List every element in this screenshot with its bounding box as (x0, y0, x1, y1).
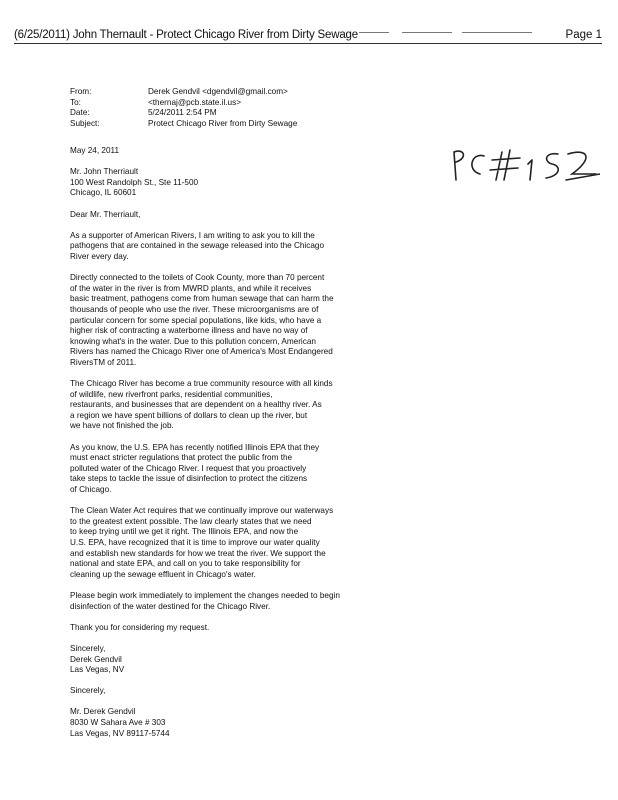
letter-paragraph (70, 707, 370, 739)
paragraph-line: Las Vegas, NV 89117-5744 (70, 728, 170, 738)
paragraph-line: As you know, the U.S. EPA has recently notified Illinois EPA that they (70, 442, 320, 452)
letter-paragraph (70, 591, 370, 612)
paragraph-line: of the water in the river is from MWRD plants, and while it receives (70, 283, 312, 293)
paragraph-line: Thank you for considering my request. (70, 622, 210, 632)
paragraph-line: Derek Gendvil (70, 654, 122, 664)
letter-paragraph (70, 379, 370, 432)
meta-value: <thernaj@pcb.state.il.us> (148, 97, 241, 107)
paragraph-line: disinfection of the water destined for the Chicago River. (70, 601, 271, 611)
header-dash-fragment (462, 32, 532, 33)
paragraph-line: pathogens that are contained in the sewage released into the Chicago (70, 241, 324, 251)
paragraph-line: national and state EPA, and call on you to take responsibility for (70, 559, 301, 569)
paragraph-line: Las Vegas, NV (70, 665, 125, 675)
paragraph-line: knowing what's in the water. Due to this pollution concern, American (70, 336, 316, 346)
paragraph-line: basic treatment, pathogens come from human sewage that can harm the (70, 294, 334, 304)
paragraph-line: Mr. Derek Gendvil (70, 707, 136, 717)
paragraph-line: and establish new standards for how we treat the river. We support the (70, 548, 326, 558)
paragraph-line: must enact stricter regulations that protect the public from the (70, 453, 293, 463)
paragraph-line: Rivers has named the Chicago River one of America's Most Endangered (70, 347, 333, 357)
email-metadata (70, 87, 297, 129)
paragraph-line: 8030 W Sahara Ave # 303 (70, 718, 166, 728)
header-page-number: Page 1 (565, 29, 602, 41)
paragraph-line: River every day. (70, 251, 129, 261)
paragraph-line: Sincerely, (70, 643, 106, 653)
letter-paragraph (70, 506, 370, 580)
letter-paragraph (70, 686, 370, 697)
meta-label: From: (70, 87, 92, 96)
letter-body (70, 146, 370, 750)
header-title: (6/25/2011) John Thernault - Protect Chicago River from Dirty Sewage (14, 29, 358, 41)
paragraph-line: take steps to tackle the issue of disinfection to protect the citizens (70, 474, 308, 484)
header-dash-fragment (402, 32, 452, 33)
letter-paragraph (70, 273, 370, 368)
meta-label: To: (70, 97, 81, 107)
meta-label: Date: (70, 108, 90, 118)
meta-row (70, 98, 297, 109)
letter-date: May 24, 2011 (70, 146, 120, 155)
paragraph-line: RiversTM of 2011. (70, 357, 137, 367)
header-rule (14, 43, 602, 44)
paragraph-line: restaurants, and businesses that are dependent on a healthy river. As (70, 400, 322, 410)
paragraph-line: particular concern for some special populations, like kids, who have a (70, 315, 322, 325)
meta-value: Protect Chicago River from Dirty Sewage (148, 118, 298, 128)
meta-label: Subject: (70, 118, 100, 128)
recipient-address (70, 167, 370, 199)
paragraph-line: of wildlife, new riverfront parks, residential communities, (70, 389, 273, 399)
paragraph-line: thousands of people who use the river. These microorganisms are of (70, 304, 319, 314)
paragraph-line: we have not finished the job. (70, 421, 174, 431)
paragraph-line: Please begin work immediately to implement the changes needed to begin (70, 590, 340, 600)
paragraph-line: a region we have spent billions of dollars to clean up the river, but (70, 410, 308, 420)
recipient-line: Mr. John Therriault (70, 167, 139, 177)
meta-row (70, 108, 297, 119)
paragraph-line: U.S. EPA, have recognized that it is time to improve our water quality (70, 537, 320, 547)
letter-paragraph (70, 644, 370, 676)
paragraph-line: Sincerely, (70, 686, 106, 696)
page-header (14, 29, 602, 43)
paragraph-line: The Chicago River has become a true community resource with all kinds (70, 379, 333, 389)
paragraph-line: The Clean Water Act requires that we continually improve our waterways (70, 506, 334, 516)
paragraph-line: to keep trying until we get it right. The Illinois EPA, and now the (70, 527, 299, 537)
meta-value: Derek Gendvil <dgendvil@gmail.com> (148, 87, 288, 96)
recipient-line: Chicago, IL 60601 (70, 188, 137, 198)
letter-paragraph (70, 623, 370, 634)
paragraph-line: Directly connected to the toilets of Cook County, more than 70 percent (70, 273, 325, 283)
meta-row (70, 119, 297, 130)
letter-paragraph (70, 231, 370, 263)
header-dash-fragment (359, 32, 389, 33)
paragraph-line: As a supporter of American Rivers, I am writing to ask you to kill the (70, 230, 315, 240)
salutation: Dear Mr. Therriault, (70, 209, 141, 219)
meta-row (70, 87, 297, 98)
paragraph-line: polluted water of the Chicago River. I request that you proactively (70, 463, 307, 473)
letter-paragraph (70, 443, 370, 496)
meta-value: 5/24/2011 2:54 PM (148, 108, 217, 118)
paragraph-line: to the greatest extent possible. The law clearly states that we need (70, 516, 312, 526)
paragraph-line: cleaning up the sewage effluent in Chicago's water. (70, 569, 256, 579)
recipient-line: 100 West Randolph St., Ste 11-500 (70, 177, 199, 187)
paragraph-line: of Chicago. (70, 485, 112, 494)
handwritten-exhibit-stamp (448, 140, 600, 190)
paragraph-line: higher risk of contracting a waterborne illness and have no way of (70, 326, 308, 336)
